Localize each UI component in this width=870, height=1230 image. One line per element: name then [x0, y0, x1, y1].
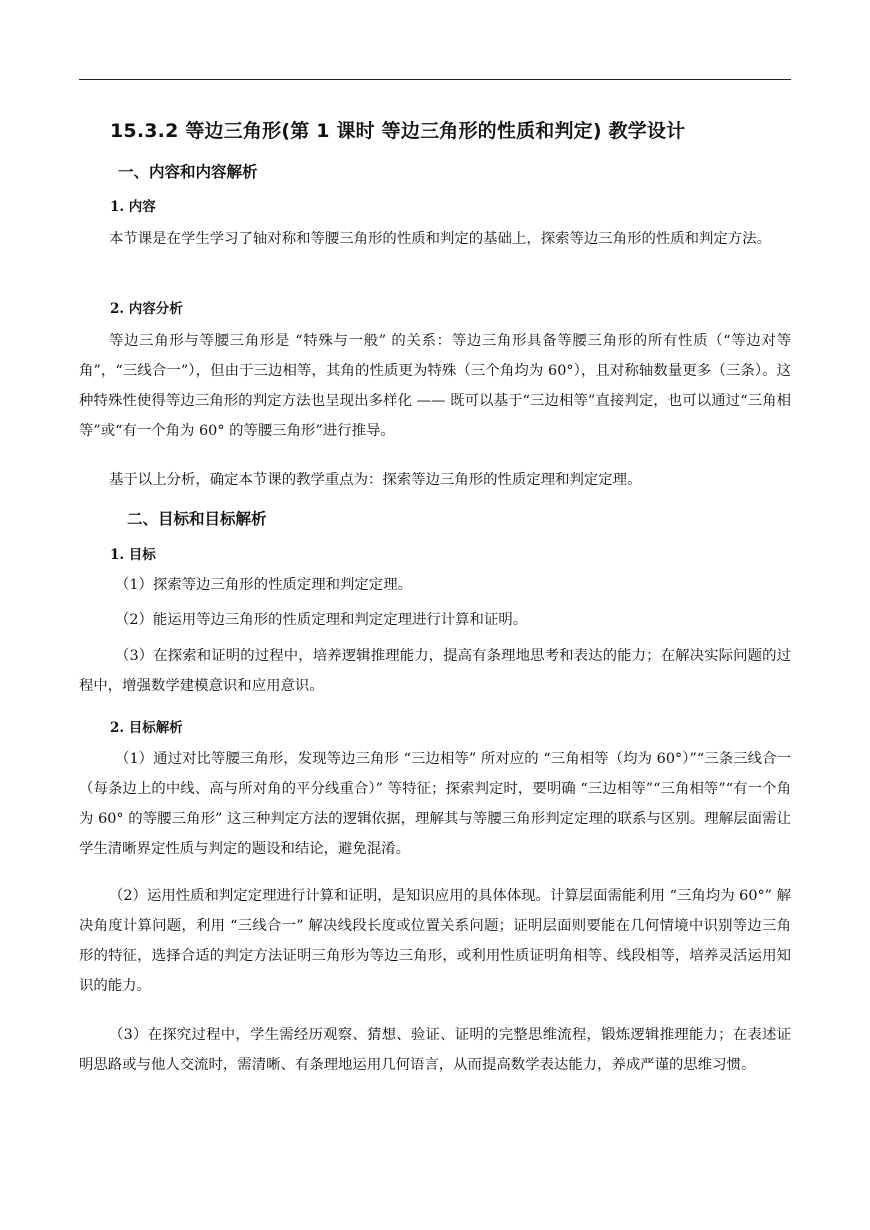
section-heading-objectives: 二、目标和目标解析 [127, 510, 267, 528]
analysis-paragraph: （2）运用性质和判定定理进行计算和证明，是知识应用的具体体现。计算层面需能利用 “三角均为 60°” 解决角度计算问题，利用 “三线合一” 解决线段长度或位置关系问题；证明层面则要能在几何情境中识别等边三角形的特征，选择合适的判定方法证明三角形为等边三角形，或利用性质证明角相等、线段相等，培养灵活运用知识的能力。 [79, 888, 791, 994]
analysis-paragraph: （1）通过对比等腰三角形，发现等边三角形 “三边相等” 所对应的 “三角相等（均为 60°）”“三条三线合一（每条边上的中线、高与所对角的平分线重合）” 等特征；探索判定时，要明确 “三边相等”“三角相等”“有一个角为 60° 的等腰三角形” 这三种判定方法的逻辑依据，理解其与等腰三角形判定定理的联系与区别。理解层面需让学生清晰界定性质与判定的题设和结论，避免混淆。 [79, 751, 791, 857]
header-rule [79, 79, 791, 80]
paragraph-teaching-focus: 基于以上分析，确定本节课的教学重点为：探索等边三角形的性质定理和判定定理。 [109, 472, 642, 488]
objective-item: （3）在探索和证明的过程中，培养逻辑推理能力，提高有条理地思考和表达的能力；在解决实际问题的过程中，增强数学建模意识和应用意识。 [79, 648, 791, 694]
subheading-objective-analysis: 2. 目标解析 [110, 720, 183, 736]
paragraph-content: 本节课是在学生学习了轴对称和等腰三角形的性质和判定的基础上，探索等边三角形的性质和判定方法。 [109, 231, 771, 247]
subheading-objectives: 1. 目标 [110, 547, 156, 563]
subheading-content-analysis: 2. 内容分析 [110, 301, 183, 317]
document-title: 15.3.2 等边三角形(第 1 课时 等边三角形的性质和判定) 教学设计 [110, 120, 686, 142]
section-heading-content: 一、内容和内容解析 [118, 163, 258, 181]
objective-item: （2）能运用等边三角形的性质定理和判定定理进行计算和证明。 [115, 612, 528, 628]
subheading-content: 1. 内容 [110, 199, 156, 215]
paragraph-content-analysis: 等边三角形与等腰三角形是 “特殊与一般” 的关系：等边三角形具备等腰三角形的所有性质（“等边对等角”，“三线合一”），但由于三边相等，其角的性质更为特殊（三个角均为 60°），且对称轴数量更多（三条）。这种特殊性使得等边三角形的判定方法也呈现出多样化 —— 既可以基于“三边相等”直接判定，也可以通过“三角相等”或“有一个角为 60° 的等腰三角形”进行推导。 [79, 333, 791, 439]
objective-item: （1）探索等边三角形的性质定理和判定定理。 [115, 577, 412, 593]
analysis-paragraph: （3）在探究过程中，学生需经历观察、猜想、验证、证明的完整思维流程，锻炼逻辑推理能力；在表述证明思路或与他人交流时，需清晰、有条理地运用几何语言，从而提高数学表达能力，养成严谨的思维习惯。 [79, 1027, 791, 1073]
